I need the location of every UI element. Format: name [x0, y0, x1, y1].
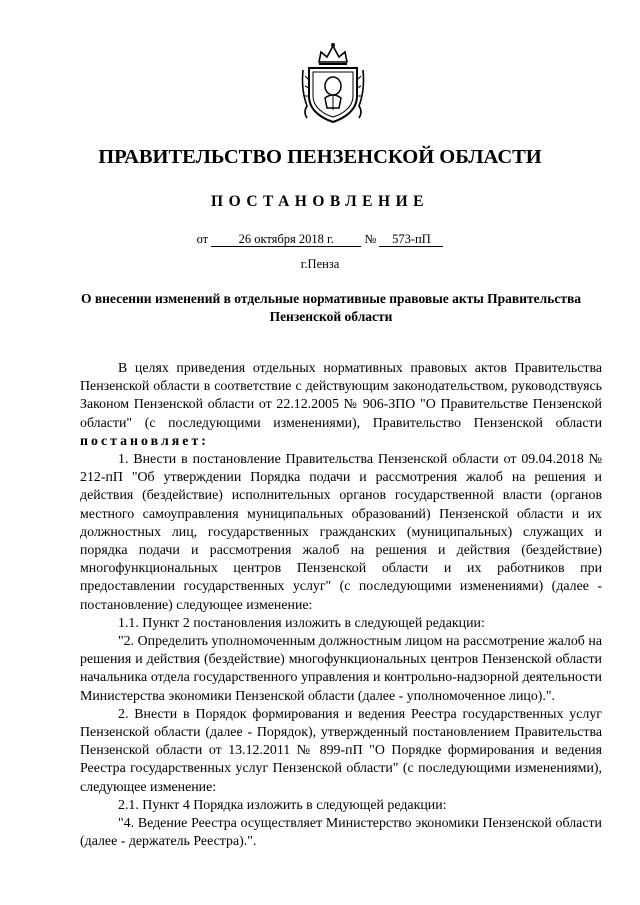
government-title: ПРАВИТЕЛЬСТВО ПЕНЗЕНСКОЙ ОБЛАСТИ [98, 146, 542, 168]
date-prefix: от [196, 232, 209, 246]
document-date-line [0, 232, 640, 247]
paragraph-1: 1. Внести в постановление Правительства Пензенской области от 09.04.2018 № 212-пП "Об утверждении Порядка подачи и рассмотрения жалоб на решения и действия (бездействие) исполнительных органов государственной власти (органов местного самоуправления муниципальных образований) Пензенской области и их должностных лиц, государственных гражданских (муниципальных) служащих и порядка подачи и рассмотрения жалоб на решения и действия (бездействие) многофункциональных центров Пензенской области и их работников при предоставлении государственных услуг" (с последующими изменениями) (далее - постановление) следующее изменение: [80, 452, 602, 613]
preamble-text: В целях приведения отдельных нормативных правовых актов Правительства Пензенской области в соответствие с действующим законодательством, руководствуясь Законом Пензенской области от 22.12.2005 № 906-ЗПО "О Правительстве Пензенской области" (с последующими изменениями), Правительство Пензенской области [80, 361, 602, 431]
document-body [80, 360, 602, 851]
number-prefix: № [364, 232, 377, 246]
paragraph-1-1-text: "2. Определить уполномоченным должностным лицом на рассмотрение жалоб на решения и действия (бездействие) многофункциональных центров Пензенской области начальника отдела государственного управления и контрольно-надзорной деятельности Министерства экономики Пензенской области (далее - уполномоченное лицо).". [80, 634, 602, 704]
resolution-keyword: постановляет: [80, 433, 209, 449]
paragraph-preamble [80, 360, 602, 451]
paragraph-2: 2. Внести в Порядок формирования и ведения Реестра государственных услуг Пензенской области (далее - Порядок), утвержденный постановлением Правительства Пензенской области от 13.12.2011 № 899-пП "О Порядке формирования и ведения Реестра государственных услуг Пензенской области" (с последующими изменениями), следующее изменение: [80, 706, 602, 795]
document-subject: О внесении изменений в отдельные нормативные правовые акты Правительства Пензенской области [80, 291, 582, 324]
document-city: г.Пенза [300, 257, 340, 271]
document-date: 26 октября 2018 г. [211, 232, 361, 247]
coat-of-arms-icon [299, 40, 367, 124]
paragraph-2-1: 2.1. Пункт 4 Порядка изложить в следующей редакции: [118, 797, 447, 813]
paragraph-1-1: 1.1. Пункт 2 постановления изложить в следующей редакции: [118, 615, 485, 631]
document-type: ПОСТАНОВЛЕНИЕ [211, 193, 429, 210]
document-number: 573-пП [379, 232, 443, 247]
paragraph-2-1-text: "4. Ведение Реестра осуществляет Министерство экономики Пензенской области (далее - держатель Реестра).". [80, 816, 602, 850]
